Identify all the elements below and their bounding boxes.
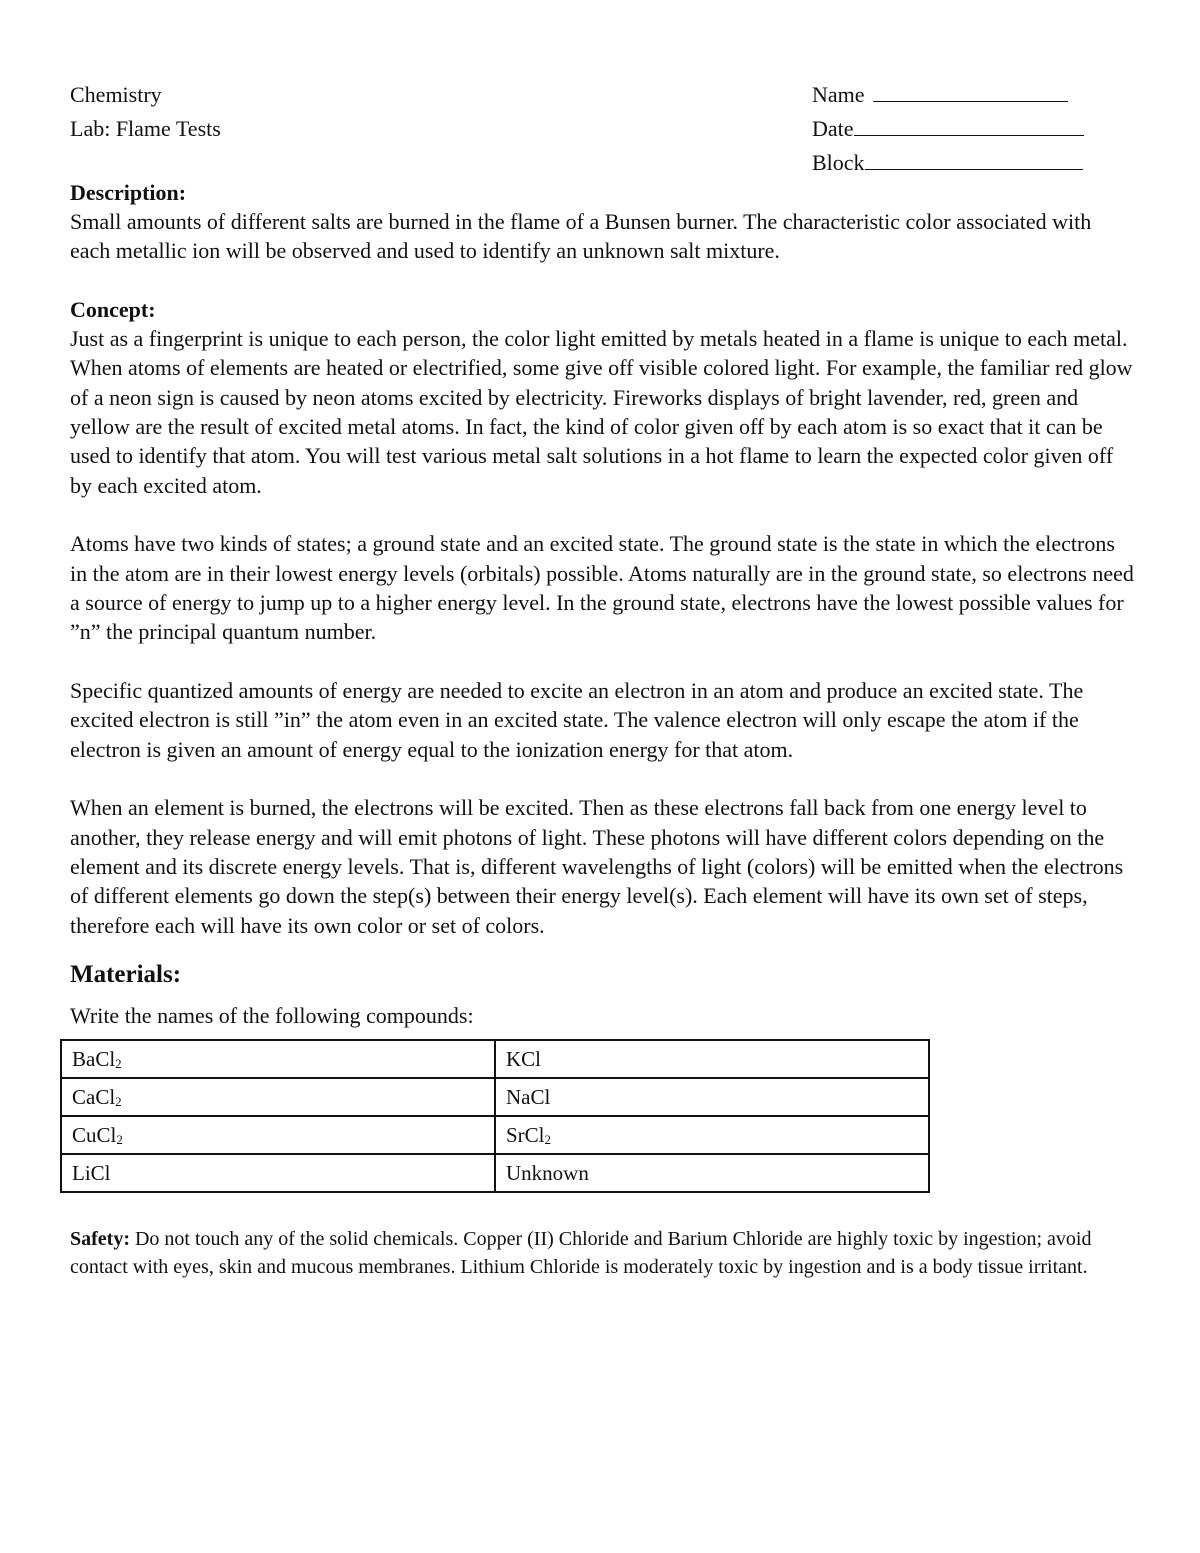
name-label: Name (812, 82, 865, 107)
block-field (812, 146, 1112, 180)
concept-paragraph: Atoms have two kinds of states; a ground state and an excited state. The ground state is the state in which the electrons in the atom are in their lowest energy levels (orbitals) possible. Atoms naturally are in the ground state, so electrons need a source of energy to jump up to a higher energy level. In the ground state, electrons have the lowest possible values for ”n” the principal quantum number. (70, 531, 1134, 645)
compound-cell[interactable]: SrCl$_2$ (495, 1116, 929, 1154)
worksheet-header (70, 78, 1135, 178)
lab-title: Lab: Flame Tests (70, 116, 221, 141)
concept-paragraph: When an element is burned, the electrons will be excited. Then as these electrons fall back from one energy level to another, they release energy and will emit photons of light. These photons will have different colors depending on the element and its discrete energy levels. That is, different wavelengths of light (colors) will be emitted when the electrons of different elements go down the step(s) between their energy level(s). Each element will have its own set of steps, therefore each will have its own color or set of colors. (70, 795, 1124, 938)
concept-paragraph: Just as a fingerprint is unique to each person, the color light emitted by metals heated in a flame is unique to each metal. When atoms of elements are heated or electrified, some give off visible colored light. For example, the familiar red glow of a neon sign is caused by neon atoms excited by electricity. Fireworks displays of bright lavender, red, green and yellow are the result of excited metal atoms. In fact, the kind of color given off by each atom is so exact that it can be used to identify that atom. You will test various metal salt solutions in a hot flame to learn the expected color given off by each excited atom. (70, 325, 1133, 498)
subject-title: Chemistry (70, 82, 162, 107)
block-blank[interactable] (865, 147, 1083, 170)
compound-cell[interactable]: KCl (495, 1040, 929, 1078)
compound-cell[interactable]: BaCl$_2$ (61, 1040, 495, 1078)
date-field (812, 112, 1112, 146)
safety-note (70, 1226, 1135, 1281)
header-left (70, 78, 221, 146)
table-row (61, 1116, 929, 1154)
table-row (61, 1040, 929, 1078)
block-label: Block (812, 150, 865, 175)
header-right (812, 78, 1112, 180)
concept-paragraph: Specific quantized amounts of energy are needed to excite an electron in an atom and produce an excited state. The excited electron is still ”in” the atom even in an excited state. The valence electron will only escape the atom if the electron is given an amount of energy equal to the ionization energy for that atom. (70, 677, 1084, 762)
safety-text: Do not touch any of the solid chemicals. Copper (II) Chloride and Barium Chloride are highly toxic by ingestion; avoid contact with eyes, skin and mucous membranes. Lithium Chloride is moderately toxic by ingestion and is a body tissue irritant. (70, 1228, 1092, 1278)
compound-cell[interactable]: LiCl (61, 1154, 495, 1192)
materials-instruction: Write the names of the following compounds: (70, 1003, 474, 1029)
table-row (61, 1078, 929, 1116)
compound-cell[interactable]: Unknown (495, 1154, 929, 1192)
compound-cell[interactable]: CuCl$_2$ (61, 1116, 495, 1154)
date-blank[interactable] (854, 113, 1084, 136)
name-field (812, 78, 1112, 112)
worksheet-page (70, 78, 1135, 1281)
description-text: Small amounts of different salts are burned in the flame of a Bunsen burner. The characteristic color associated with each metallic ion will be observed and used to identify an unknown salt mixture. (70, 209, 1092, 264)
table-row (61, 1154, 929, 1192)
materials-heading: Materials: (70, 961, 182, 989)
compound-cell[interactable]: CaCl$_2$ (61, 1078, 495, 1116)
description-heading: Description: (70, 180, 187, 205)
name-blank[interactable] (873, 79, 1068, 102)
compound-cell[interactable]: NaCl (495, 1078, 929, 1116)
compounds-table (60, 1039, 930, 1193)
safety-label: Safety: (70, 1228, 130, 1251)
date-label: Date (812, 116, 854, 141)
concept-heading: Concept: (70, 296, 156, 322)
